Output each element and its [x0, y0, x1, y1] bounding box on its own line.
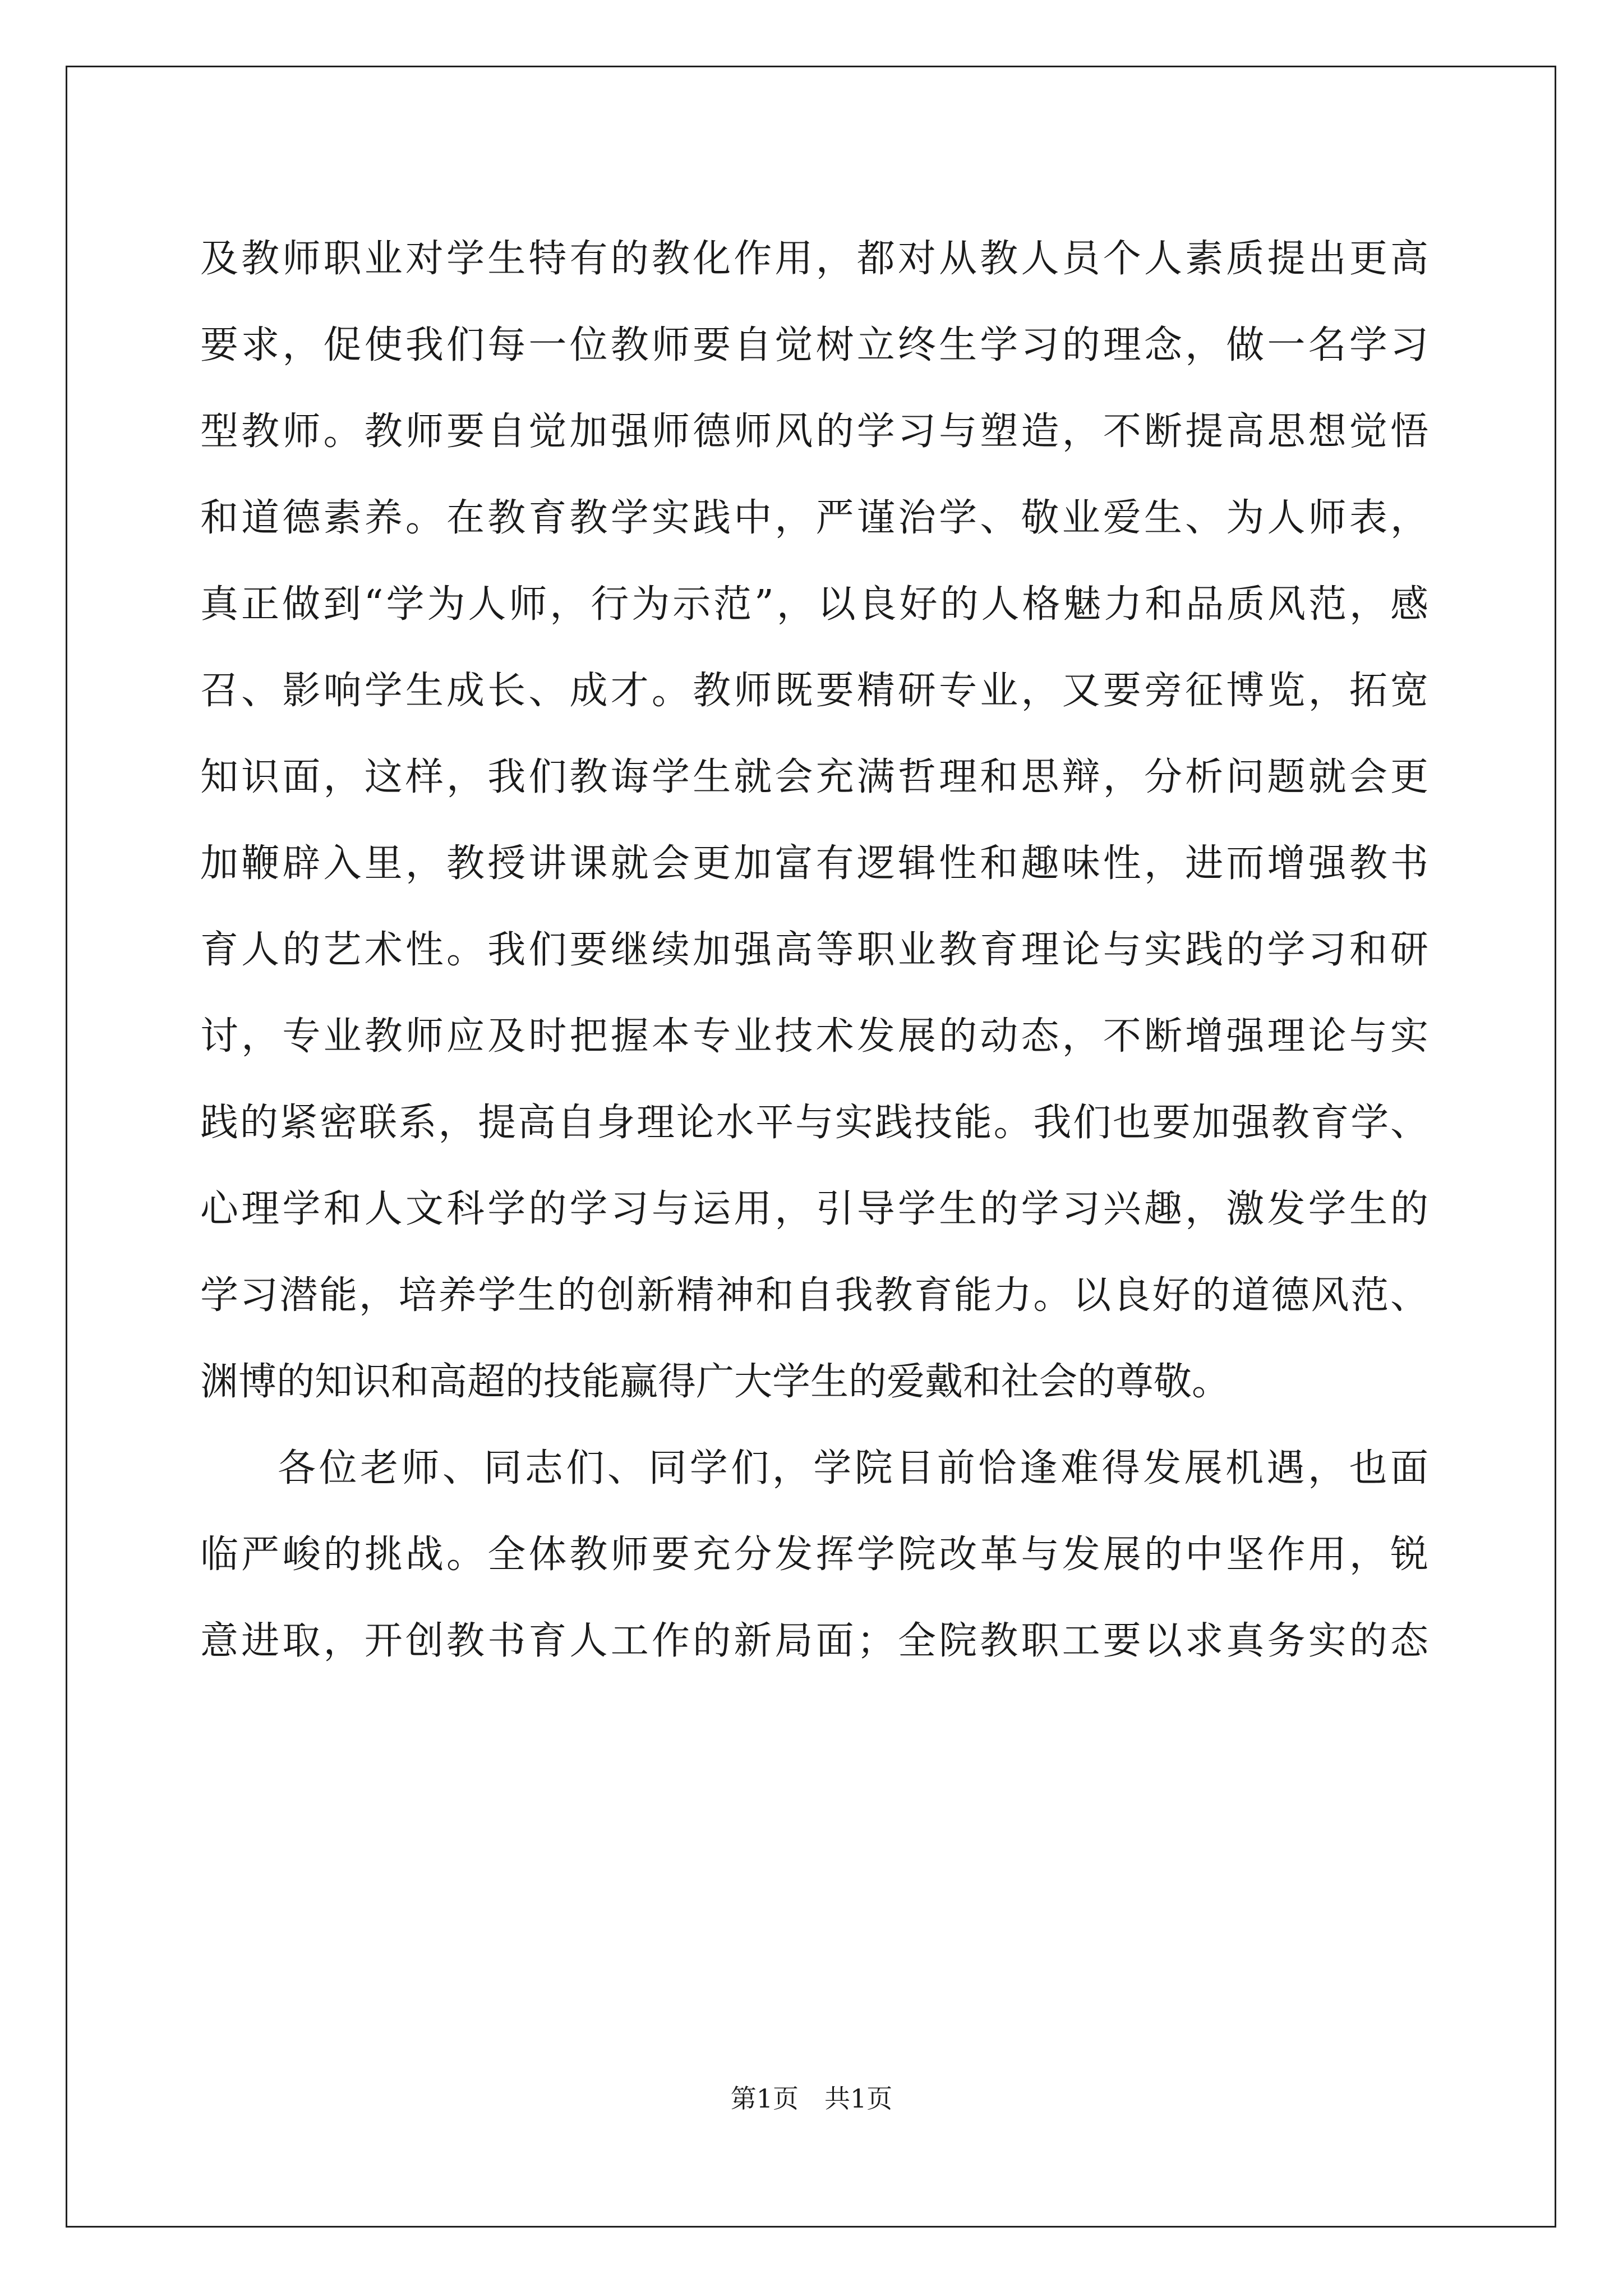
paragraph-line: 育人的艺术性。我们要继续加强高等职业教育理论与实践的学习和研 [200, 928, 1428, 972]
paragraph-line: 召、影响学生成长、成才。教师既要精研专业，又要旁征博览，拓宽 [200, 669, 1428, 713]
paragraph-line: 真正做到“学为人师，行为示范”，以良好的人格魅力和品质风范，感 [200, 582, 1428, 627]
paragraph-line: 临严峻的挑战。全体教师要充分发挥学院改革与发展的中坚作用，锐 [200, 1533, 1428, 1577]
document-body [200, 216, 1428, 1685]
paragraph-line: 意进取，开创教书育人工作的新局面；全院教职工要以求真务实的态 [200, 1619, 1428, 1663]
page-number-label: 第1页 共1页 [730, 2083, 893, 2114]
paragraph-line: 加鞭辟入里，教授讲课就会更加富有逻辑性和趣味性，进而增强教书 [200, 841, 1428, 886]
paragraph-line: 知识面，这样，我们教诲学生就会充满哲理和思辩，分析问题就会更 [200, 755, 1428, 799]
paragraph-line: 渊博的知识和高超的技能赢得广大学生的爱戴和社会的尊敬。 [200, 1360, 1230, 1404]
paragraph-line: 心理学和人文科学的学习与运用，引导学生的学习兴趣，激发学生的 [200, 1187, 1428, 1231]
page-footer [0, 2078, 1623, 2115]
paragraph-line: 和道德素养。在教育教学实践中，严谨治学、敬业爱生、为人师表， [200, 496, 1428, 540]
paragraph-line: 型教师。教师要自觉加强师德师风的学习与塑造，不断提高思想觉悟 [200, 409, 1428, 454]
paragraph-line: 各位老师、同志们、同学们，学院目前恰逢难得发展机遇，也面 [278, 1446, 1428, 1490]
paragraph-line: 讨，专业教师应及时把握本专业技术发展的动态，不断增强理论与实 [200, 1014, 1428, 1059]
paragraph-line: 及教师职业对学生特有的教化作用，都对从教人员个人素质提出更高 [200, 237, 1428, 281]
paragraph-line: 要求，促使我们每一位教师要自觉树立终生学习的理念，做一名学习 [200, 323, 1428, 367]
paragraph-line: 学习潜能，培养学生的创新精神和自我教育能力。以良好的道德风范、 [200, 1273, 1428, 1318]
paragraph-line: 践的紧密联系，提高自身理论水平与实践技能。我们也要加强教育学、 [200, 1101, 1428, 1145]
